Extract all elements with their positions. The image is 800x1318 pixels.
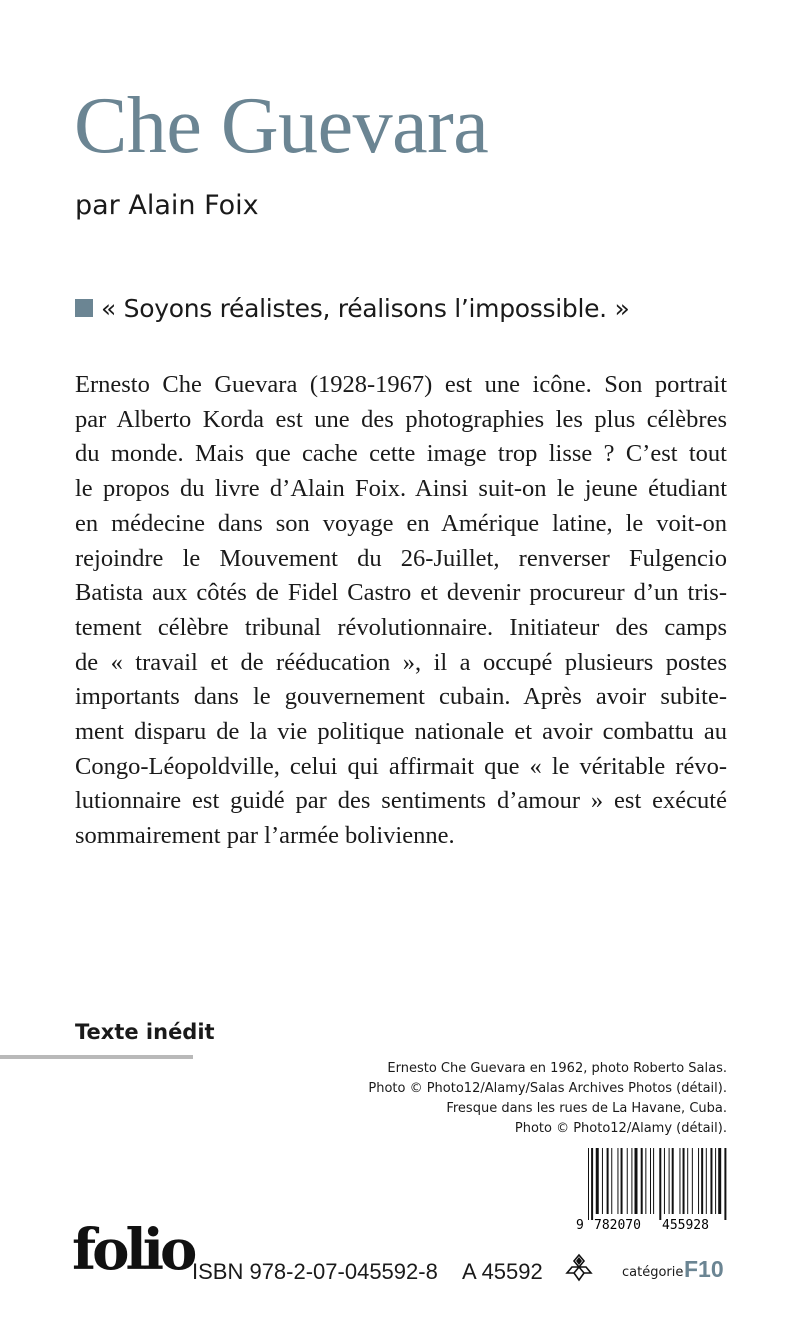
barcode-bar	[607, 1148, 609, 1214]
texte-inedit-label: Texte inédit	[75, 1020, 215, 1044]
blurb-line: rejoindre le Mouvement du 26-Juillet, renverser Fulgencio	[75, 544, 727, 572]
barcode-bar	[672, 1148, 674, 1214]
barcode-graphic	[576, 1148, 728, 1232]
blurb-line: par Alberto Korda est une des photographies les plus célèbres	[75, 405, 727, 433]
blurb-line: Ernesto Che Guevara (1928-1967) est une icône. Son portrait	[75, 371, 727, 398]
blurb-line: de « travail et de rééducation », il a occupé plusieurs postes	[75, 648, 727, 676]
barcode-bar	[645, 1148, 646, 1214]
blurb-line: le propos du livre d’Alain Foix. Ainsi suit-on le jeune étudiant	[75, 475, 727, 503]
quote-text: « Soyons réalistes, réalisons l’impossible. »	[101, 293, 630, 323]
reference-number: A 45592	[462, 1259, 543, 1284]
credit-line: Photo © Photo12/Alamy/Salas Archives Photos (détail).	[368, 1081, 727, 1096]
barcode-bar	[679, 1148, 680, 1214]
barcode-bar	[635, 1148, 638, 1214]
barcode-bar	[710, 1148, 712, 1214]
blurb-line: Batista aux côtés de Fidel Castro et devenir procureur d’un tris-	[75, 579, 727, 607]
barcode-bar	[591, 1148, 593, 1220]
categorie-code: F10	[684, 1256, 724, 1282]
credit-line: Photo © Photo12/Alamy (détail).	[514, 1121, 727, 1136]
author-line: par Alain Foix	[75, 190, 259, 221]
barcode-bar	[641, 1148, 643, 1214]
blurb-line: Congo-Léopoldville, celui qui affirmait que « le véritable révo-	[75, 752, 727, 780]
quote-row	[75, 290, 629, 326]
barcode-bar	[650, 1148, 651, 1214]
barcode-bar	[687, 1148, 688, 1214]
barcode-bar	[715, 1148, 716, 1214]
barcode-bar	[664, 1148, 665, 1214]
blurb-line: du monde. Mais que cache cette image trop lisse ? C’est tout	[75, 440, 727, 468]
barcode-bars	[588, 1148, 726, 1220]
blurb-line: sommairement par l’armée bolivienne.	[75, 822, 455, 850]
photo-credits	[368, 1059, 727, 1139]
blurb-line: importants dans le gouvernement cubain. Après avoir subite-	[75, 683, 727, 711]
barcode-bar	[617, 1148, 618, 1214]
barcode-bar	[588, 1148, 589, 1220]
barcode-bar	[631, 1148, 632, 1214]
barcode-bar	[669, 1148, 670, 1214]
folio-logo: folio	[72, 1217, 194, 1283]
barcode-digits-left: 782070	[594, 1218, 641, 1232]
credit-line: Fresque dans les rues de La Havane, Cuba.	[446, 1101, 727, 1116]
barcode-bar	[659, 1148, 661, 1220]
barcode-digit-lead: 9	[576, 1218, 584, 1232]
blurb-text	[75, 368, 727, 854]
barcode-bar	[653, 1148, 654, 1214]
barcode-bar	[698, 1148, 699, 1214]
book-title: Che Guevara	[74, 82, 489, 170]
blurb-line: lutionnaire est guidé par des sentiments d’amour » est exécuté	[75, 787, 727, 815]
barcode-bar	[718, 1148, 721, 1214]
barcode-bar	[621, 1148, 623, 1214]
barcode-bar	[596, 1148, 599, 1214]
isbn-text: ISBN 978-2-07-045592-8	[192, 1259, 438, 1284]
barcode-digits-right: 455928	[662, 1218, 709, 1232]
blurb-line: ment disparu de la vie politique nationale et avoir combattu au	[75, 718, 727, 746]
barcode-bar	[724, 1148, 726, 1220]
barcode	[576, 1148, 728, 1232]
barcode-bar	[611, 1148, 612, 1214]
blurb-line: tement célèbre tribunal révolutionnaire. Initiateur des camps	[75, 613, 727, 641]
credit-line: Ernesto Che Guevara en 1962, photo Roberto Salas.	[387, 1061, 727, 1076]
barcode-bar	[683, 1148, 685, 1214]
barcode-bar	[692, 1148, 693, 1214]
blurb-line: en médecine dans son voyage en Amérique latine, le voit-on	[75, 509, 727, 537]
barcode-bar	[602, 1148, 603, 1214]
barcode-bar	[701, 1148, 703, 1214]
divider-rule	[0, 1055, 193, 1059]
barcode-bar	[627, 1148, 628, 1214]
gallimard-mark-icon	[562, 1253, 596, 1283]
barcode-bar	[706, 1148, 707, 1214]
categorie-label: catégorie	[622, 1265, 684, 1280]
square-bullet-icon	[75, 299, 93, 317]
